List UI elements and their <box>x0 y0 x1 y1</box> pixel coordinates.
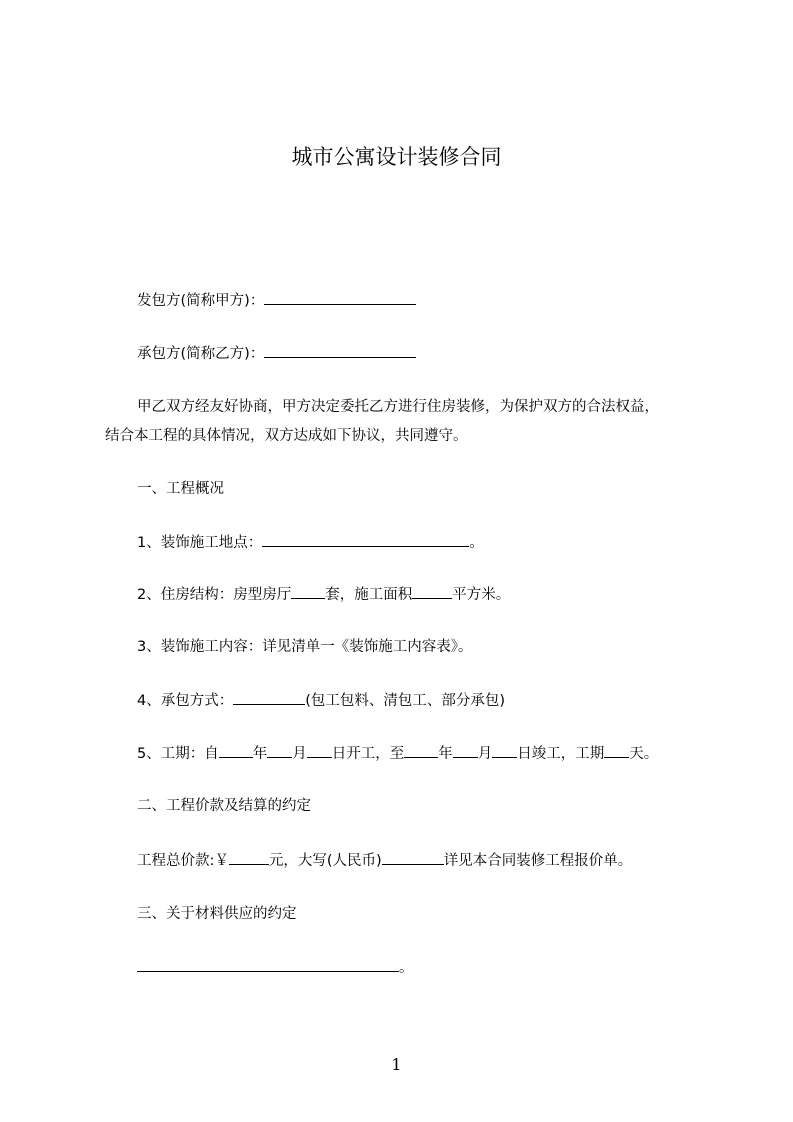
preamble-line-2: 结合本工程的具体情况，双方达成如下协议，共同遵守。 <box>105 428 468 444</box>
party-a-line <box>137 290 416 311</box>
page-number: 1 <box>391 1055 402 1074</box>
party-b-line <box>137 343 416 364</box>
rooms-blank <box>291 584 325 599</box>
item-4-label: 4、承包方式： <box>137 693 234 709</box>
price-label: 工程总价款:￥ <box>137 853 229 869</box>
item-5-end: 日竣工，工期 <box>517 746 605 762</box>
end-month-blank <box>453 743 478 758</box>
item-1-label: 1、装饰施工地点： <box>137 535 263 551</box>
party-a-label: 发包方(简称甲方)： <box>137 293 265 309</box>
price-line <box>137 850 632 871</box>
party-b-label: 承包方(简称乙方)： <box>137 346 265 362</box>
price-amount-blank <box>229 850 269 865</box>
materials-end: 。 <box>399 960 414 976</box>
start-year-blank <box>219 743 253 758</box>
item-5-label: 5、工期：自 <box>137 746 219 762</box>
section-3-heading: 三、关于材料供应的约定 <box>137 906 297 922</box>
location-blank <box>262 532 469 547</box>
end-year-unit: 年 <box>438 746 453 762</box>
preamble-line-1: 甲乙双方经友好协商，甲方决定委托乙方进行住房装修，为保护双方的合法权益， <box>137 399 659 415</box>
item-1-line <box>137 532 484 553</box>
materials-line <box>137 957 414 978</box>
start-month-unit: 月 <box>292 746 307 762</box>
item-2-part-2: 套，施工面积 <box>325 587 413 603</box>
start-year-unit: 年 <box>252 746 268 762</box>
item-4-line <box>137 690 505 711</box>
materials-blank <box>137 957 399 972</box>
price-yuan: 元，大写(人民币) <box>268 853 382 869</box>
price-capital-blank <box>382 850 444 865</box>
item-5-line <box>137 743 658 764</box>
area-blank <box>412 584 452 599</box>
item-2-part-3: 平方米。 <box>452 587 511 603</box>
item-3-line: 3、装饰施工内容：详见清单一《装饰施工内容表》。 <box>137 639 473 655</box>
item-5-start: 日开工，至 <box>331 746 405 762</box>
document-title: 城市公寓设计装修合同 <box>291 145 502 169</box>
price-tail: 详见本合同装修工程报价单。 <box>443 853 633 869</box>
item-4-options: (包工包料、清包工、部分承包) <box>305 693 506 709</box>
contract-mode-blank <box>233 690 305 705</box>
section-2-heading: 二、工程价款及结算的约定 <box>137 798 311 814</box>
end-day-blank <box>492 743 517 758</box>
item-2-line <box>137 584 510 605</box>
party-b-blank <box>264 343 416 358</box>
end-month-unit: 月 <box>477 746 493 762</box>
item-1-end: 。 <box>469 535 484 551</box>
item-2-part-1: 2、住房结构：房型房厅 <box>137 587 292 603</box>
duration-blank <box>604 743 629 758</box>
item-5-tail: 天。 <box>629 746 659 762</box>
section-1-heading: 一、工程概况 <box>137 481 224 497</box>
end-year-blank <box>404 743 438 758</box>
party-a-blank <box>264 290 416 305</box>
start-day-blank <box>307 743 332 758</box>
start-month-blank <box>267 743 292 758</box>
